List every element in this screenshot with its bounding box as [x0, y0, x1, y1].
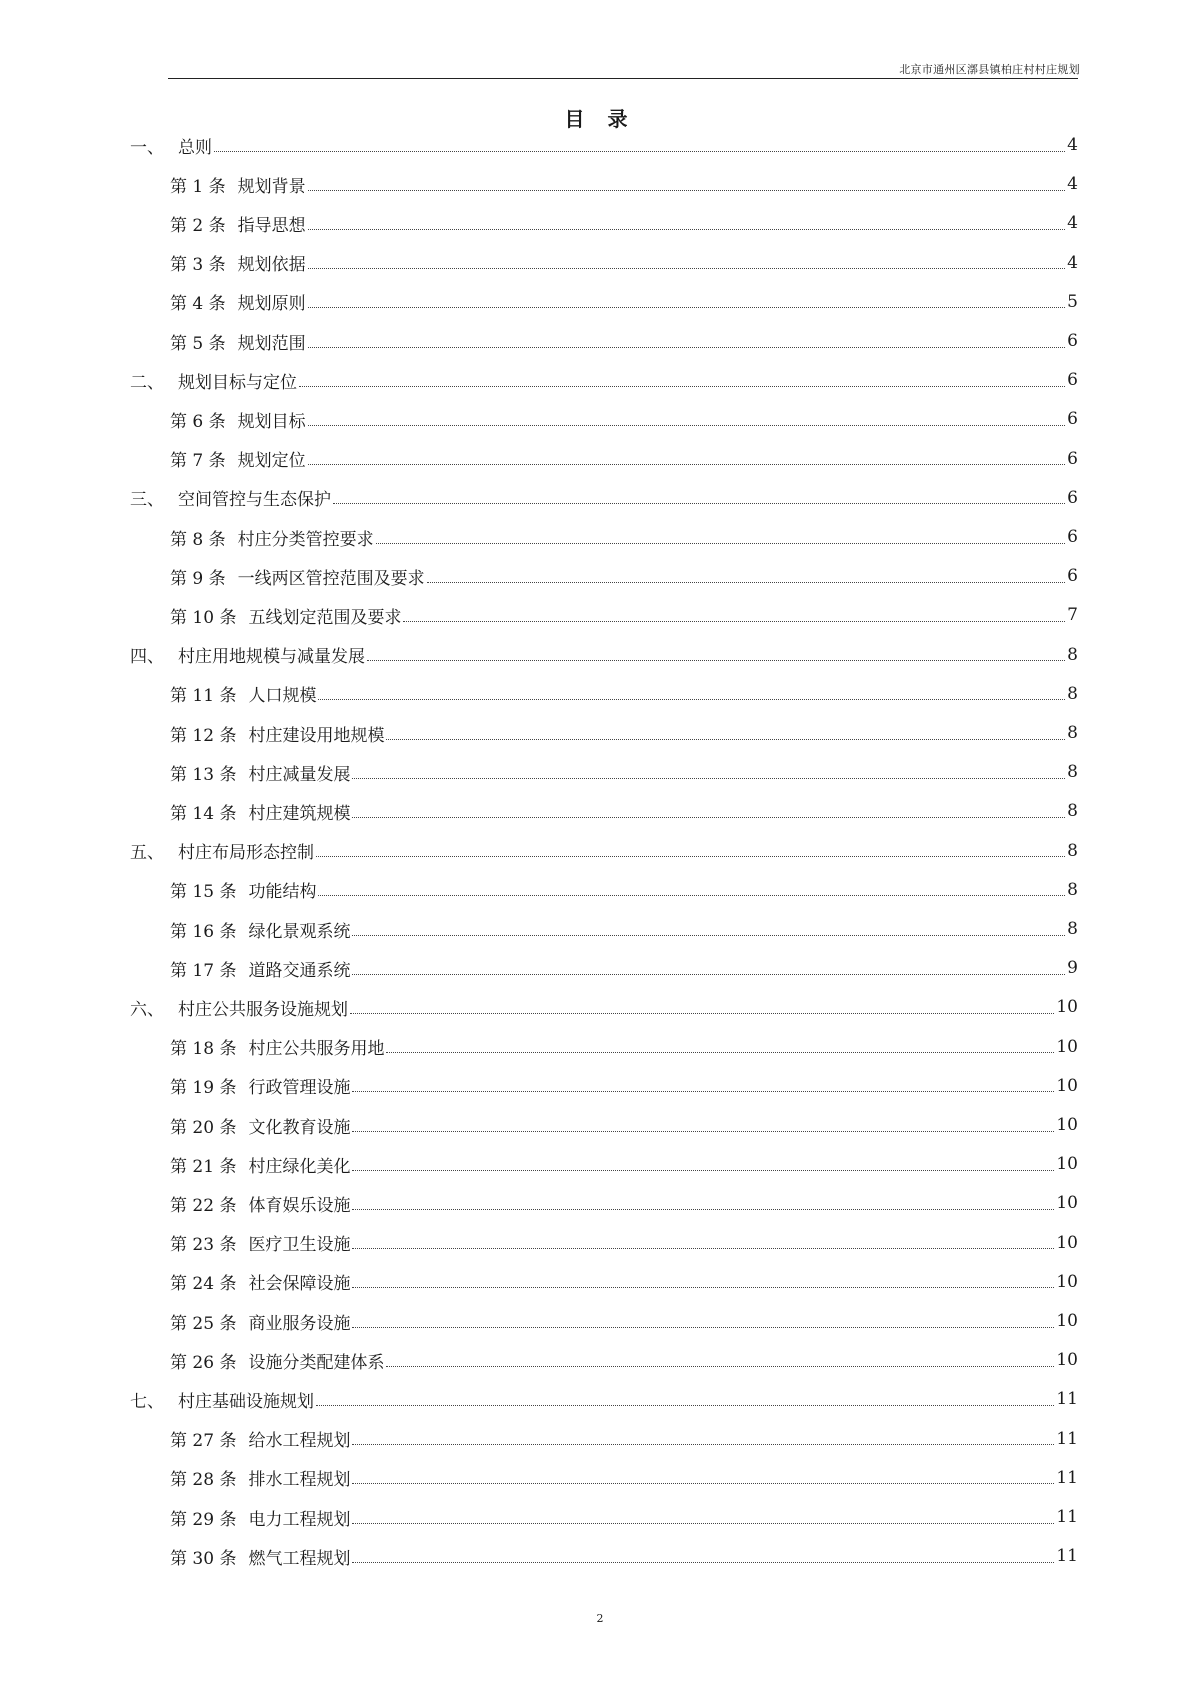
toc-article-entry[interactable]: [170, 1188, 1078, 1218]
toc-entry-label: 体育娱乐设施: [248, 1195, 351, 1216]
dot-leader: [318, 895, 1065, 896]
toc-entry-page: 8: [1067, 683, 1078, 704]
toc-entry-page: 4: [1067, 135, 1078, 155]
toc-article-entry[interactable]: [170, 1071, 1078, 1101]
toc-entry-number: 第 10 条: [170, 607, 237, 628]
toc-entry-number: 第 30 条: [170, 1548, 237, 1569]
toc-entry-page: 6: [1067, 409, 1078, 430]
toc-entry-page: 8: [1067, 840, 1078, 861]
toc-article-entry[interactable]: [170, 444, 1078, 474]
toc-entry-page: 10: [1056, 1115, 1078, 1135]
toc-chapter-entry[interactable]: [130, 130, 1078, 160]
toc-entry-page: 11: [1056, 1467, 1078, 1488]
toc-entry-number: 第 4 条: [170, 294, 226, 315]
toc-entry-label: 村庄减量发展: [248, 764, 351, 785]
toc-entry-number: 第 17 条: [170, 960, 237, 981]
toc-entry-page: 10: [1056, 1075, 1078, 1096]
toc-entry-page: 6: [1067, 527, 1078, 547]
dot-leader: [352, 1287, 1054, 1288]
toc-entry-number: 第 22 条: [170, 1195, 237, 1216]
toc-entry-label: 村庄绿化美化: [248, 1156, 351, 1177]
toc-entry-page: 10: [1056, 1311, 1078, 1331]
toc-chapter-entry[interactable]: [130, 640, 1078, 670]
toc-entry-label: 燃气工程规划: [248, 1548, 351, 1569]
toc-entry-label: 规划背景: [237, 176, 306, 197]
toc-entry-label: 规划定位: [237, 451, 306, 472]
toc-entry-page: 8: [1067, 762, 1078, 783]
toc-entry-label: 道路交通系统: [248, 960, 351, 981]
toc-entry-page: 4: [1067, 174, 1078, 195]
dot-leader: [308, 268, 1066, 269]
toc-entry-number: 三、: [130, 490, 164, 511]
toc-entry-page: 6: [1067, 331, 1078, 351]
toc-article-entry[interactable]: [170, 1228, 1078, 1258]
toc-entry-page: 8: [1067, 879, 1078, 900]
dot-leader: [316, 856, 1065, 857]
toc-entry-number: 第 2 条: [170, 215, 226, 236]
toc-entry-label: 村庄基础设施规划: [178, 1391, 314, 1412]
toc-entry-number: 第 15 条: [170, 882, 237, 903]
toc-entry-page: 6: [1067, 566, 1078, 587]
toc-entry-label: 规划目标与定位: [178, 372, 297, 393]
toc-entry-label: 空间管控与生态保护: [178, 490, 331, 511]
toc-entry-label: 排水工程规划: [248, 1470, 351, 1491]
toc-entry-page: 4: [1067, 213, 1078, 234]
toc-article-entry[interactable]: [170, 1463, 1078, 1493]
toc-entry-label: 医疗卫生设施: [248, 1235, 351, 1256]
toc-article-entry[interactable]: [170, 1541, 1078, 1571]
toc-entry-label: 村庄布局形态控制: [178, 843, 314, 864]
toc-chapter-entry[interactable]: [130, 992, 1078, 1022]
dot-leader: [299, 386, 1065, 387]
toc-entry-page: 4: [1067, 252, 1078, 273]
dot-leader: [308, 190, 1066, 191]
dot-leader: [308, 425, 1066, 426]
toc-entry-number: 第 14 条: [170, 803, 237, 824]
toc-entry-number: 第 29 条: [170, 1509, 237, 1530]
toc-article-entry[interactable]: [170, 718, 1078, 748]
toc-article-entry[interactable]: [170, 1424, 1078, 1454]
dot-leader: [352, 778, 1065, 779]
toc-article-entry[interactable]: [170, 561, 1078, 591]
toc-entry-label: 村庄公共服务设施规划: [178, 999, 348, 1020]
dot-leader: [352, 1444, 1054, 1445]
toc-entry-label: 规划范围: [237, 333, 306, 354]
toc-entry-number: 七、: [130, 1391, 164, 1412]
toc-entry-number: 第 21 条: [170, 1156, 237, 1177]
dot-leader: [352, 974, 1065, 975]
toc-article-entry[interactable]: [170, 326, 1078, 356]
toc-article-entry[interactable]: [170, 1149, 1078, 1179]
toc-entry-label: 绿化景观系统: [248, 921, 351, 942]
page-number: 2: [596, 1612, 604, 1625]
dot-leader: [352, 1562, 1054, 1563]
dot-leader: [352, 1483, 1054, 1484]
toc-entry-number: 四、: [130, 647, 164, 668]
toc-entry-label: 村庄分类管控要求: [237, 529, 374, 550]
toc-entry-page: 10: [1056, 1232, 1078, 1253]
toc-article-entry[interactable]: [170, 757, 1078, 787]
toc-article-entry[interactable]: [170, 796, 1078, 826]
toc-entry-label: 指导思想: [237, 215, 306, 236]
dot-leader: [352, 1091, 1054, 1092]
toc-entry-number: 二、: [130, 372, 164, 393]
toc-entry-number: 第 23 条: [170, 1235, 237, 1256]
toc-article-entry[interactable]: [170, 208, 1078, 238]
toc-entry-page: 5: [1067, 291, 1078, 312]
toc-article-entry[interactable]: [170, 1345, 1078, 1375]
toc-entry-number: 第 16 条: [170, 921, 237, 942]
toc-entry-number: 第 24 条: [170, 1274, 237, 1295]
dot-leader: [352, 817, 1065, 818]
toc-entry-number: 第 5 条: [170, 333, 226, 354]
header-divider: [168, 78, 1078, 79]
toc-article-entry[interactable]: [170, 1267, 1078, 1297]
dot-leader: [386, 1052, 1054, 1053]
toc-entry-page: 8: [1067, 801, 1078, 822]
toc-chapter-entry[interactable]: [130, 365, 1078, 395]
toc-entry-number: 第 6 条: [170, 411, 226, 432]
toc-entry-label: 人口规模: [248, 686, 317, 707]
toc-entry-number: 第 3 条: [170, 255, 226, 276]
toc-entry-label: 文化教育设施: [248, 1117, 351, 1138]
toc-entry-number: 一、: [130, 137, 164, 158]
toc-article-entry[interactable]: [170, 287, 1078, 317]
toc-entry-label: 设施分类配建体系: [248, 1352, 385, 1373]
dot-leader: [352, 1131, 1054, 1132]
toc-article-entry[interactable]: [170, 600, 1078, 630]
toc-entry-number: 第 1 条: [170, 176, 226, 197]
toc-entry-page: 6: [1067, 487, 1078, 508]
dot-leader: [386, 1366, 1054, 1367]
toc-entry-page: 10: [1056, 1271, 1078, 1292]
toc-entry-label: 村庄用地规模与减量发展: [178, 647, 365, 668]
dot-leader: [318, 699, 1065, 700]
dot-leader: [352, 1170, 1054, 1171]
toc-entry-label: 一线两区管控范围及要求: [237, 568, 425, 589]
toc-entry-label: 五线划定范围及要求: [248, 607, 402, 628]
dot-leader: [386, 739, 1065, 740]
toc-chapter-entry[interactable]: [130, 1384, 1078, 1414]
toc-entry-page: 11: [1056, 1389, 1078, 1410]
toc-article-entry[interactable]: [170, 875, 1078, 905]
toc-entry-number: 第 19 条: [170, 1078, 237, 1099]
dot-leader: [352, 1327, 1054, 1328]
toc-entry-page: 11: [1056, 1507, 1078, 1527]
toc-entry-page: 10: [1056, 997, 1078, 1018]
dot-leader: [367, 660, 1065, 661]
toc-chapter-entry[interactable]: [130, 836, 1078, 866]
toc-article-entry[interactable]: [170, 679, 1078, 709]
toc-entry-page: 6: [1067, 448, 1078, 469]
toc-entry-label: 规划依据: [237, 255, 306, 276]
toc-entry-number: 第 26 条: [170, 1352, 237, 1373]
toc-entry-number: 第 11 条: [170, 686, 237, 707]
toc-entry-number: 五、: [130, 843, 164, 864]
toc-entry-page: 9: [1067, 958, 1078, 979]
toc-entry-label: 村庄建筑规模: [248, 803, 351, 824]
toc-entry-label: 商业服务设施: [248, 1313, 351, 1334]
dot-leader: [352, 1248, 1054, 1249]
toc-article-entry[interactable]: [170, 1110, 1078, 1140]
toc-entry-page: 7: [1067, 605, 1078, 626]
toc-entry-page: 11: [1056, 1546, 1078, 1567]
toc-entry-page: 6: [1067, 370, 1078, 391]
toc-entry-number: 第 7 条: [170, 451, 226, 472]
toc-article-entry[interactable]: [170, 953, 1078, 983]
toc-article-entry[interactable]: [170, 914, 1078, 944]
toc-entry-label: 社会保障设施: [248, 1274, 351, 1295]
toc-entry-page: 8: [1067, 919, 1078, 939]
page-title: 目 录: [564, 107, 636, 131]
toc-entry-number: 第 8 条: [170, 529, 226, 550]
toc-entry-page: 10: [1056, 1193, 1078, 1214]
toc-entry-number: 第 25 条: [170, 1313, 237, 1334]
dot-leader: [350, 1013, 1054, 1014]
toc-entry-number: 第 28 条: [170, 1470, 237, 1491]
toc-entry-page: 8: [1067, 723, 1078, 743]
dot-leader: [214, 151, 1065, 152]
toc-entry-page: 10: [1056, 1154, 1078, 1175]
toc-entry-label: 功能结构: [248, 882, 317, 903]
toc-chapter-entry[interactable]: [130, 483, 1078, 513]
toc-article-entry[interactable]: [170, 248, 1078, 278]
toc-entry-number: 第 27 条: [170, 1431, 237, 1452]
toc-entry-label: 电力工程规划: [248, 1509, 351, 1530]
dot-leader: [427, 582, 1066, 583]
toc-entry-label: 总则: [178, 137, 212, 158]
dot-leader: [352, 935, 1065, 936]
dot-leader: [403, 621, 1065, 622]
toc-article-entry[interactable]: [170, 1306, 1078, 1336]
dot-leader: [308, 229, 1066, 230]
toc-article-entry[interactable]: [170, 522, 1078, 552]
toc-article-entry[interactable]: [170, 1502, 1078, 1532]
toc-entry-page: 8: [1067, 644, 1078, 665]
toc-entry-page: 10: [1056, 1350, 1078, 1371]
toc-entry-number: 第 9 条: [170, 568, 226, 589]
dot-leader: [308, 464, 1066, 465]
toc-entry-number: 第 18 条: [170, 1039, 237, 1060]
toc-article-entry[interactable]: [170, 404, 1078, 434]
toc-entry-number: 第 12 条: [170, 725, 237, 746]
toc-article-entry[interactable]: [170, 169, 1078, 199]
dot-leader: [308, 307, 1066, 308]
toc-entry-label: 规划原则: [237, 294, 306, 315]
toc-entry-page: 10: [1056, 1036, 1078, 1057]
dot-leader: [316, 1405, 1054, 1406]
dot-leader: [352, 1523, 1054, 1524]
running-header: 北京市通州区漷县镇柏庄村村庄规划: [899, 63, 1080, 76]
toc-entry-label: 给水工程规划: [248, 1431, 351, 1452]
toc-entry-page: 11: [1056, 1428, 1078, 1449]
toc-entry-label: 村庄建设用地规模: [248, 725, 385, 746]
dot-leader: [333, 503, 1065, 504]
dot-leader: [376, 543, 1066, 544]
dot-leader: [308, 347, 1066, 348]
toc-entry-number: 第 13 条: [170, 764, 237, 785]
toc-entry-number: 六、: [130, 999, 164, 1020]
toc-entry-label: 规划目标: [237, 411, 306, 432]
toc-article-entry[interactable]: [170, 1032, 1078, 1062]
toc-entry-label: 行政管理设施: [248, 1078, 351, 1099]
toc-entry-number: 第 20 条: [170, 1117, 237, 1138]
dot-leader: [352, 1209, 1054, 1210]
toc-entry-label: 村庄公共服务用地: [248, 1039, 385, 1060]
